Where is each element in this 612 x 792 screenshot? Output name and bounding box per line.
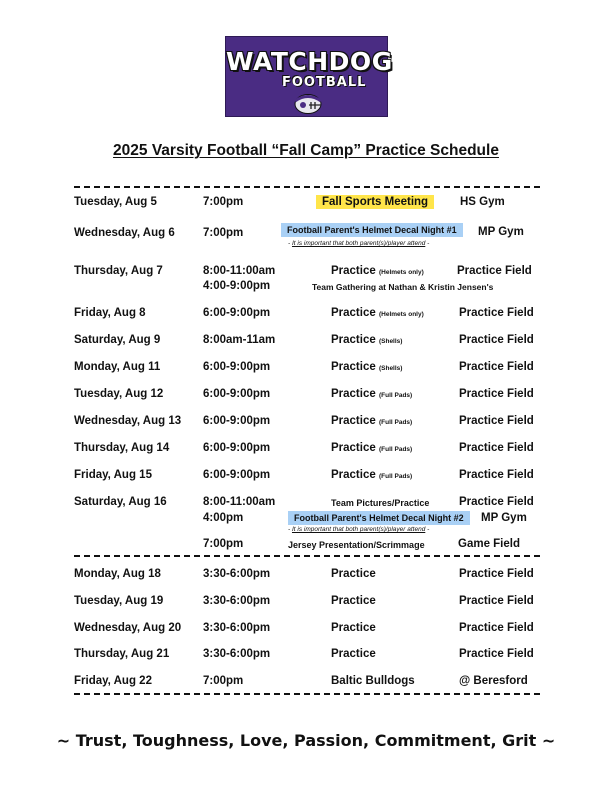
row-location: Practice Field bbox=[459, 307, 534, 319]
row-location: Practice Field bbox=[459, 469, 534, 481]
row-event: Practice (Full Pads) bbox=[331, 388, 413, 400]
row-time: 8:00-11:00am bbox=[203, 496, 276, 508]
row-time: 7:00pm bbox=[203, 227, 244, 239]
row-time: 3:30-6:00pm bbox=[203, 568, 271, 580]
row-time: 7:00pm bbox=[203, 675, 244, 687]
row-location: MP Gym bbox=[478, 226, 524, 238]
row-event: Team Gathering at Nathan & Kristin Jensen's bbox=[312, 282, 494, 292]
row-time: 3:30-6:00pm bbox=[203, 648, 271, 660]
row-location: MP Gym bbox=[481, 512, 527, 524]
team-motto: ~ Trust, Toughness, Love, Passion, Commitment, Grit ~ bbox=[56, 731, 556, 750]
row-day: Friday, Aug 22 bbox=[74, 675, 152, 687]
row-time: 8:00-11:00am bbox=[203, 265, 276, 277]
row-event: Practice (Full Pads) bbox=[331, 469, 413, 481]
row-day: Tuesday, Aug 12 bbox=[74, 388, 164, 400]
row-event: Practice bbox=[331, 648, 376, 660]
row-location: Practice Field bbox=[459, 568, 534, 580]
row-event: Team Pictures/Practice bbox=[331, 498, 430, 508]
row-location: Practice Field bbox=[459, 622, 534, 634]
row-event: Practice (Shells) bbox=[331, 361, 403, 373]
row-location: Practice Field bbox=[459, 496, 534, 508]
row-day: Friday, Aug 15 bbox=[74, 469, 152, 481]
row-day: Saturday, Aug 16 bbox=[74, 496, 167, 508]
row-time: 7:00pm bbox=[203, 196, 244, 208]
row-location: HS Gym bbox=[460, 196, 505, 208]
row-time: 6:00-9:00pm bbox=[203, 307, 271, 319]
helmet-icon bbox=[291, 93, 325, 115]
row-location: Game Field bbox=[458, 538, 520, 550]
row-location: Practice Field bbox=[459, 648, 534, 660]
row-day: Saturday, Aug 9 bbox=[74, 334, 161, 346]
row-day: Wednesday, Aug 6 bbox=[74, 227, 175, 239]
row-day: Tuesday, Aug 5 bbox=[74, 196, 157, 208]
row-event: Practice bbox=[331, 595, 376, 607]
logo-line2: FOOTBALL bbox=[282, 75, 367, 90]
row-event: Baltic Bulldogs bbox=[331, 675, 415, 687]
row-location: Practice Field bbox=[459, 388, 534, 400]
row-event bbox=[281, 225, 463, 235]
divider bbox=[74, 693, 540, 695]
divider bbox=[74, 555, 540, 557]
logo-line1: WATCHDOG bbox=[226, 47, 393, 76]
row-location: Practice Field bbox=[459, 415, 534, 427]
row-time: 7:00pm bbox=[203, 538, 244, 550]
attendance-note: - It is important that both parent(s)/player attend - bbox=[288, 240, 430, 247]
row-event: Jersey Presentation/Scrimmage bbox=[288, 540, 425, 550]
attendance-note: - It is important that both parent(s)/player attend - bbox=[288, 526, 430, 533]
row-day: Monday, Aug 18 bbox=[74, 568, 161, 580]
page-title: 2025 Varsity Football “Fall Camp” Practice Schedule bbox=[113, 142, 499, 159]
row-time: 6:00-9:00pm bbox=[203, 469, 271, 481]
row-event: Practice (Shells) bbox=[331, 334, 403, 346]
row-time: 6:00-9:00pm bbox=[203, 361, 271, 373]
row-day: Tuesday, Aug 19 bbox=[74, 595, 164, 607]
row-time: 4:00pm bbox=[203, 512, 244, 524]
row-day: Wednesday, Aug 20 bbox=[74, 622, 182, 634]
highlighted-event: Fall Sports Meeting bbox=[316, 195, 434, 209]
row-event: Practice bbox=[331, 622, 376, 634]
row-time: 4:00-9:00pm bbox=[203, 280, 271, 292]
row-event: Practice bbox=[331, 568, 376, 580]
row-day: Wednesday, Aug 13 bbox=[74, 415, 182, 427]
row-time: 6:00-9:00pm bbox=[203, 442, 271, 454]
row-location: Practice Field bbox=[459, 595, 534, 607]
row-time: 6:00-9:00pm bbox=[203, 388, 271, 400]
divider bbox=[74, 186, 540, 188]
row-location: Practice Field bbox=[459, 442, 534, 454]
row-location: @ Beresford bbox=[459, 675, 528, 687]
row-event: Practice (Helmets only) bbox=[331, 307, 424, 319]
row-time: 8:00am-11am bbox=[203, 334, 276, 346]
row-time: 6:00-9:00pm bbox=[203, 415, 271, 427]
row-day: Thursday, Aug 14 bbox=[74, 442, 170, 454]
row-time: 3:30-6:00pm bbox=[203, 622, 271, 634]
row-day: Thursday, Aug 21 bbox=[74, 648, 170, 660]
row-location: Practice Field bbox=[459, 361, 534, 373]
row-event: Practice (Full Pads) bbox=[331, 442, 413, 454]
row-event: Practice (Full Pads) bbox=[331, 415, 413, 427]
row-event: Practice (Helmets only) bbox=[331, 265, 424, 277]
highlighted-event: Football Parent's Helmet Decal Night #2 bbox=[288, 511, 470, 525]
row-day: Thursday, Aug 7 bbox=[74, 265, 163, 277]
row-day: Monday, Aug 11 bbox=[74, 361, 161, 373]
watchdog-football-logo bbox=[225, 36, 393, 117]
row-event bbox=[316, 196, 434, 208]
row-day: Friday, Aug 8 bbox=[74, 307, 146, 319]
highlighted-event: Football Parent's Helmet Decal Night #1 bbox=[281, 223, 463, 237]
row-location: Practice Field bbox=[459, 334, 534, 346]
row-event bbox=[288, 513, 470, 523]
row-location: Practice Field bbox=[457, 265, 532, 277]
row-time: 3:30-6:00pm bbox=[203, 595, 271, 607]
